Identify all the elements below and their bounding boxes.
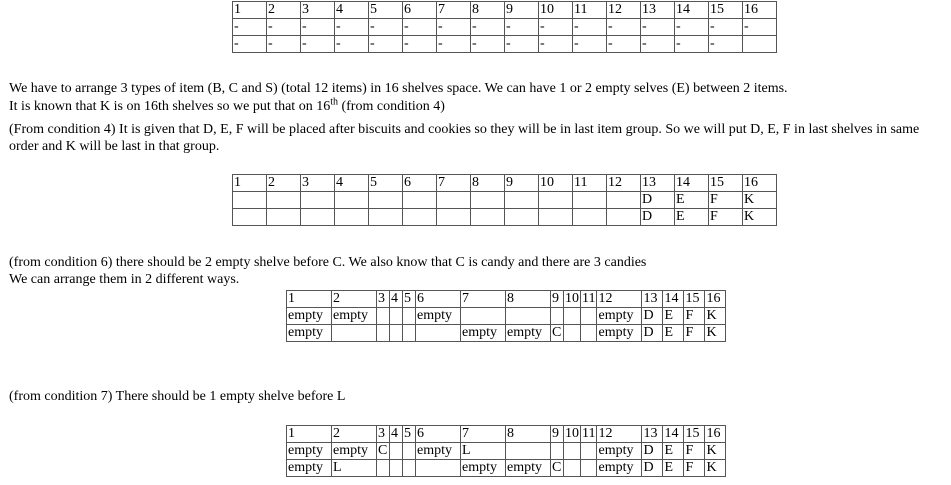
shelf-number-cell: 11 [573,175,607,192]
shelf-cell: - [709,36,743,53]
shelf-number-cell: 5 [403,291,416,308]
shelf-cell [461,308,506,325]
shelf-number-cell: 2 [332,291,377,308]
shelf-cell [377,460,390,477]
shelf-cell [437,192,471,209]
shelf-number-cell: 12 [597,426,642,443]
shelf-cell: - [437,36,471,53]
shelf-cell [369,192,403,209]
shelf-cell [233,192,267,209]
shelf-number-cell: 13 [642,426,663,443]
shelf-cell [564,308,581,325]
shelf-cell [403,460,416,477]
shelf-cell: empty [506,325,551,342]
shelf-number-cell: 5 [369,2,403,19]
shelf-number-cell: 9 [505,2,539,19]
shelf-number-cell: 14 [675,2,709,19]
shelf-number-cell: 16 [705,426,726,443]
shelf-cell: - [675,19,709,36]
shelf-number-cell: 15 [709,2,743,19]
shelf-number-cell: 10 [539,2,573,19]
shelf-table-blank [232,1,777,53]
shelf-cell [471,209,505,226]
shelf-cell [301,192,335,209]
table-row [233,192,777,209]
table-header-row [287,291,726,308]
shelf-cell: - [573,36,607,53]
shelf-cell: D [642,460,663,477]
shelf-cell: C [551,325,564,342]
shelf-cell: empty [597,443,642,460]
shelf-cell [505,209,539,226]
shelf-number-cell: 12 [607,175,641,192]
shelf-number-cell: 16 [743,175,777,192]
shelf-cell: - [505,19,539,36]
shelf-cell [332,325,377,342]
shelf-cell [564,443,581,460]
shelf-number-cell: 13 [642,291,663,308]
shelf-number-cell: 6 [403,2,437,19]
shelf-cell [377,308,390,325]
shelf-cell: K [705,460,726,477]
shelf-cell [607,192,641,209]
table-header-row [233,175,777,192]
shelf-number-cell: 2 [332,426,377,443]
shelf-cell: E [663,443,684,460]
shelf-cell: F [709,209,743,226]
shelf-cell [390,443,403,460]
shelf-cell [437,209,471,226]
shelf-cell: - [539,36,573,53]
shelf-cell: E [663,325,684,342]
shelf-cell: K [705,443,726,460]
shelf-cell: - [335,19,369,36]
shelf-cell [233,209,267,226]
shelf-number-cell: 14 [663,291,684,308]
shelf-cell [506,443,551,460]
shelf-cell: - [709,19,743,36]
table-row [287,325,726,342]
shelf-number-cell: 9 [551,426,564,443]
shelf-cell: D [642,308,663,325]
shelf-cell: - [369,36,403,53]
shelf-cell: - [233,19,267,36]
shelf-number-cell: 3 [301,175,335,192]
shelf-number-cell: 13 [641,2,675,19]
shelf-cell: - [267,19,301,36]
shelf-cell [390,308,403,325]
shelf-cell: D [642,325,663,342]
shelf-cell [573,209,607,226]
shelf-cell: - [301,19,335,36]
shelf-cell: - [505,36,539,53]
table-header-row [233,2,777,19]
shelf-cell [416,325,461,342]
shelf-cell: empty [287,308,332,325]
shelf-cell: - [301,36,335,53]
shelf-cell: - [437,19,471,36]
shelf-cell: F [684,308,705,325]
shelf-cell [573,192,607,209]
shelf-cell: - [607,36,641,53]
condition4-paragraph [9,98,445,115]
shelf-cell: - [471,19,505,36]
shelf-number-cell: 9 [551,291,564,308]
shelf-cell: E [675,209,709,226]
shelf-cell [743,36,777,53]
shelf-cell [551,308,564,325]
shelf-cell: K [743,192,777,209]
shelf-cell: L [332,460,377,477]
shelf-cell [403,325,416,342]
shelf-cell: F [709,192,743,209]
shelf-number-cell: 16 [705,291,726,308]
shelf-cell: empty [461,460,506,477]
shelf-cell [267,209,301,226]
shelf-cell: L [461,443,506,460]
shelf-number-cell: 7 [437,2,471,19]
two-ways-paragraph: We can arrange them in 2 different ways. [9,272,240,287]
shelf-number-cell: 1 [287,291,332,308]
table-header-row [287,426,726,443]
shelf-cell: K [705,325,726,342]
shelf-number-cell: 3 [301,2,335,19]
shelf-number-cell: 6 [416,291,461,308]
shelf-cell: empty [287,460,332,477]
shelf-number-cell: 8 [471,175,505,192]
shelf-number-cell: 11 [582,291,596,306]
shelf-cell [267,192,301,209]
shelf-number-cell: 7 [461,426,506,443]
shelf-number-cell: 8 [471,2,505,19]
table-row [287,308,726,325]
shelf-cell [403,192,437,209]
shelf-number-cell: 7 [461,291,506,308]
table-row [233,36,777,53]
shelf-cell [390,325,403,342]
intro-paragraph: We have to arrange 3 types of item (B, C and S) (total 12 items) in 16 shelves space. We can have 1 or 2 empty selves (E) between 2 items. [9,81,788,96]
shelf-cell [564,325,581,342]
shelf-cell: - [267,36,301,53]
shelf-cell [505,192,539,209]
shelf-number-cell: 1 [233,2,267,19]
shelf-table-l-placement [286,425,726,477]
table-row [233,209,777,226]
shelf-table-candies [286,290,726,342]
shelf-number-cell: 2 [267,175,301,192]
shelf-cell: - [369,19,403,36]
shelf-number-cell: 14 [675,175,709,192]
shelf-cell [377,325,390,342]
table-row [233,19,777,36]
shelf-number-cell: 4 [390,291,403,308]
shelf-cell: E [675,192,709,209]
shelf-cell: C [551,460,564,477]
shelf-cell: - [675,36,709,53]
shelf-table-defk [232,174,777,226]
shelf-cell [607,209,641,226]
shelf-cell [539,209,573,226]
shelf-cell: C [377,443,390,460]
shelf-cell [301,209,335,226]
shelf-number-cell: 3 [377,426,390,443]
shelf-cell: D [641,192,675,209]
shelf-cell [335,192,369,209]
shelf-cell: empty [416,443,461,460]
shelf-cell [506,308,551,325]
shelf-number-cell: 6 [416,426,461,443]
shelf-number-cell: 3 [377,291,390,308]
shelf-cell [581,325,597,342]
shelf-number-cell: 15 [684,291,705,308]
superscript-th: th [330,96,338,108]
shelf-cell: empty [506,460,551,477]
shelf-cell [416,460,461,477]
shelf-cell: - [335,36,369,53]
shelf-cell: - [573,19,607,36]
shelf-cell: - [233,36,267,53]
shelf-number-cell: 5 [369,175,403,192]
shelf-cell: - [641,19,675,36]
shelf-number-cell: 11 [582,426,596,441]
shelf-cell [471,192,505,209]
shelf-cell [581,308,597,325]
shelf-number-cell: 4 [335,2,369,19]
shelf-cell [403,209,437,226]
shelf-cell: - [403,19,437,36]
shelf-cell: - [471,36,505,53]
shelf-cell [403,308,416,325]
shelf-cell: D [641,209,675,226]
shelf-number-cell: 15 [709,175,743,192]
shelf-cell: D [642,443,663,460]
shelf-number-cell: 10 [565,291,579,306]
def-placement-paragraph: (From condition 4) It is given that D, E, F will be placed after biscuits and cookies so they will be in last item group. So we will put D, E, F in last shelves in same order and K will be last in that group. [9,122,920,154]
shelf-cell [403,443,416,460]
shelf-cell: - [403,36,437,53]
shelf-cell: empty [332,308,377,325]
shelf-number-cell: 1 [287,426,332,443]
shelf-cell: E [663,308,684,325]
shelf-number-cell: 2 [267,2,301,19]
condition4-suffix: (from condition 4) [337,99,445,114]
shelf-number-cell: 13 [641,175,675,192]
shelf-cell: empty [416,308,461,325]
shelf-number-cell: 4 [390,426,403,443]
shelf-number-cell: 14 [663,426,684,443]
shelf-cell: empty [461,325,506,342]
condition6-paragraph: (from condition 6) there should be 2 empty shelve before C. We also know that C is candy and there are 3 candies [9,255,647,270]
shelf-number-cell: 6 [403,175,437,192]
shelf-cell: F [684,460,705,477]
shelf-cell [539,192,573,209]
shelf-number-cell: 10 [539,175,573,192]
shelf-cell: empty [332,443,377,460]
shelf-number-cell: 16 [743,2,777,19]
shelf-number-cell: 4 [335,175,369,192]
shelf-cell: empty [287,325,332,342]
shelf-cell [564,460,581,477]
shelf-cell: empty [597,325,642,342]
shelf-cell: E [663,460,684,477]
shelf-number-cell: 10 [565,426,579,441]
shelf-cell: K [705,308,726,325]
shelf-cell [551,443,564,460]
shelf-number-cell: 1 [233,175,267,192]
shelf-cell: - [641,36,675,53]
shelf-number-cell: 12 [607,2,641,19]
table-row [287,443,726,460]
shelf-cell: - [539,19,573,36]
shelf-cell: empty [597,460,642,477]
shelf-number-cell: 7 [437,175,471,192]
shelf-cell: F [684,325,705,342]
shelf-cell: empty [597,308,642,325]
shelf-cell: - [743,19,777,36]
shelf-cell: K [743,209,777,226]
condition4-text: It is known that K is on 16th shelves so we put that on 16 [9,99,331,114]
shelf-cell [335,209,369,226]
shelf-cell: empty [287,443,332,460]
shelf-number-cell: 12 [597,291,642,308]
shelf-number-cell: 11 [573,2,607,19]
shelf-cell [390,460,403,477]
shelf-cell [581,443,597,460]
shelf-number-cell: 8 [506,291,551,308]
shelf-number-cell: 9 [505,175,539,192]
shelf-cell [369,209,403,226]
shelf-cell [581,460,597,477]
table-row [287,460,726,477]
shelf-number-cell: 8 [506,426,551,443]
shelf-cell: - [607,19,641,36]
condition7-paragraph: (from condition 7) There should be 1 empty shelve before L [9,389,346,404]
shelf-cell: F [684,443,705,460]
shelf-number-cell: 5 [403,426,416,443]
shelf-number-cell: 15 [684,426,705,443]
